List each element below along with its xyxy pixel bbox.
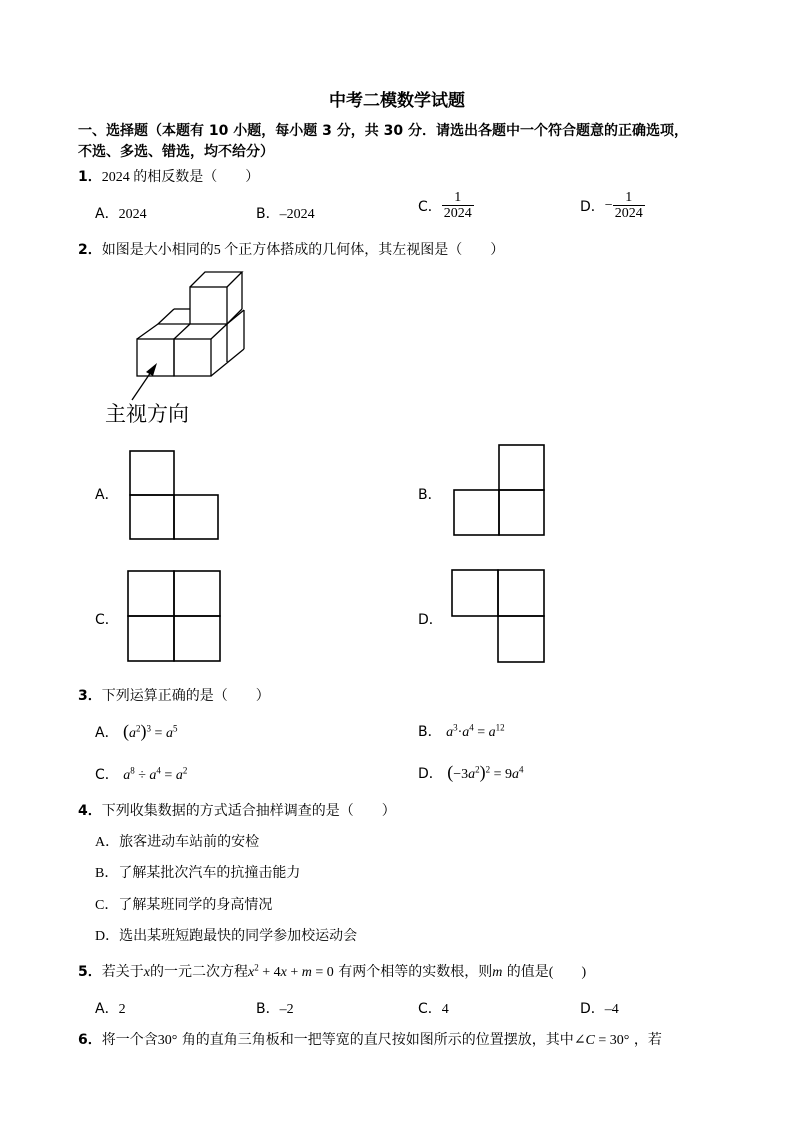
question-4 [78, 800, 396, 820]
q5-option-b[interactable]: B．–2 [256, 1001, 294, 1017]
formula: $a^8 \div a^4 = a^2$ [123, 765, 188, 783]
q2-option-a[interactable]: A． [95, 487, 119, 503]
formula: $a^3\cdot a^4 = a^{12}$ [446, 722, 505, 740]
q3-option-a[interactable]: A． $(a^2)^3 = a^5$ [95, 721, 178, 741]
fraction: $\frac{1}{2024}$ [614, 190, 643, 221]
question-number: 6． [78, 1032, 102, 1048]
question-text: 下列运算正确的是（ ） [101, 689, 270, 704]
angle-c-equation: ∠C = 30° [573, 1033, 630, 1048]
q3-option-c[interactable]: C． $a^8 \div a^4 = a^2$ [95, 765, 188, 783]
question-number: 3． [78, 688, 102, 704]
formula: $(a^2)^3 = a^5$ [123, 721, 178, 741]
figure-label: 主视方向 [105, 402, 189, 426]
question-3 [78, 685, 270, 705]
question-number: 5． [78, 964, 102, 980]
q2-option-b[interactable]: B． [418, 487, 442, 503]
fraction: $\frac{1}{2024}$ [443, 190, 472, 221]
q5-option-a[interactable]: A．2 [95, 1001, 126, 1017]
q1-option-c[interactable]: C． $\frac{1}{2024}$ [418, 190, 472, 221]
q1-option-d[interactable]: D．− $\frac{1}{2024}$ [580, 190, 643, 221]
formula: $(-3a^2)^2 = 9a^4$ [447, 762, 524, 782]
equation: $x^2 + 4x + m = 0$ [247, 962, 334, 980]
variable-m: m [492, 965, 503, 980]
page-title: 中考二模数学试题 [329, 91, 465, 111]
q1-option-b[interactable]: B．–2024 [256, 206, 315, 222]
section-heading-cont: 不选、多选、错选，均不给分） [78, 144, 274, 160]
q1-option-a[interactable]: A．2024 [95, 206, 147, 222]
question-6: 6．将一个含30° 角的直角三角板和一把等宽的直尺按如图所示的位置摆放，其中∠C = 30° ，若 [78, 1032, 662, 1048]
q2-option-d[interactable]: D． [418, 612, 443, 628]
angle-value: 30° [157, 1033, 178, 1048]
question-number: 1． [78, 169, 102, 185]
q3-option-b[interactable]: B． $a^3\cdot a^4 = a^{12}$ [418, 722, 505, 740]
question-number: 2． [78, 242, 102, 258]
question-text: 如图是大小相同的5 个正方体搭成的几何体，其左视图是（ ） [101, 243, 505, 258]
q5-option-d[interactable]: D．–4 [580, 1001, 619, 1017]
q4-option-c[interactable]: C．了解某班同学的身高情况 [95, 898, 273, 913]
question-number: 4． [78, 803, 102, 819]
q4-option-a[interactable]: A．旅客进动车站前的安检 [95, 835, 260, 850]
q4-option-b[interactable]: B．了解某批次汽车的抗撞击能力 [95, 866, 301, 881]
q4-option-d[interactable]: D．选出某班短跑最快的同学参加校运动会 [95, 929, 358, 944]
question-text: 下列收集数据的方式适合抽样调查的是（ ） [101, 804, 396, 819]
section-heading: 一、选择题（本题有 10 小题，每小题 3 分，共 30 分．请选出各题中一个符合题意的正确选项， [78, 123, 688, 139]
question-5: 5．若关于x的一元二次方程$x^2 + 4x + m = 0$ 有两个相等的实数根，则m 的值是( ) [78, 962, 587, 980]
variable-x: x [143, 965, 150, 980]
q5-option-c[interactable]: C．4 [418, 1001, 449, 1017]
q2-option-c[interactable]: C． [95, 612, 119, 628]
question-text: 2024 的相反数是（ ） [101, 170, 260, 185]
q3-option-d[interactable]: D． $(-3a^2)^2 = 9a^4$ [418, 762, 524, 782]
